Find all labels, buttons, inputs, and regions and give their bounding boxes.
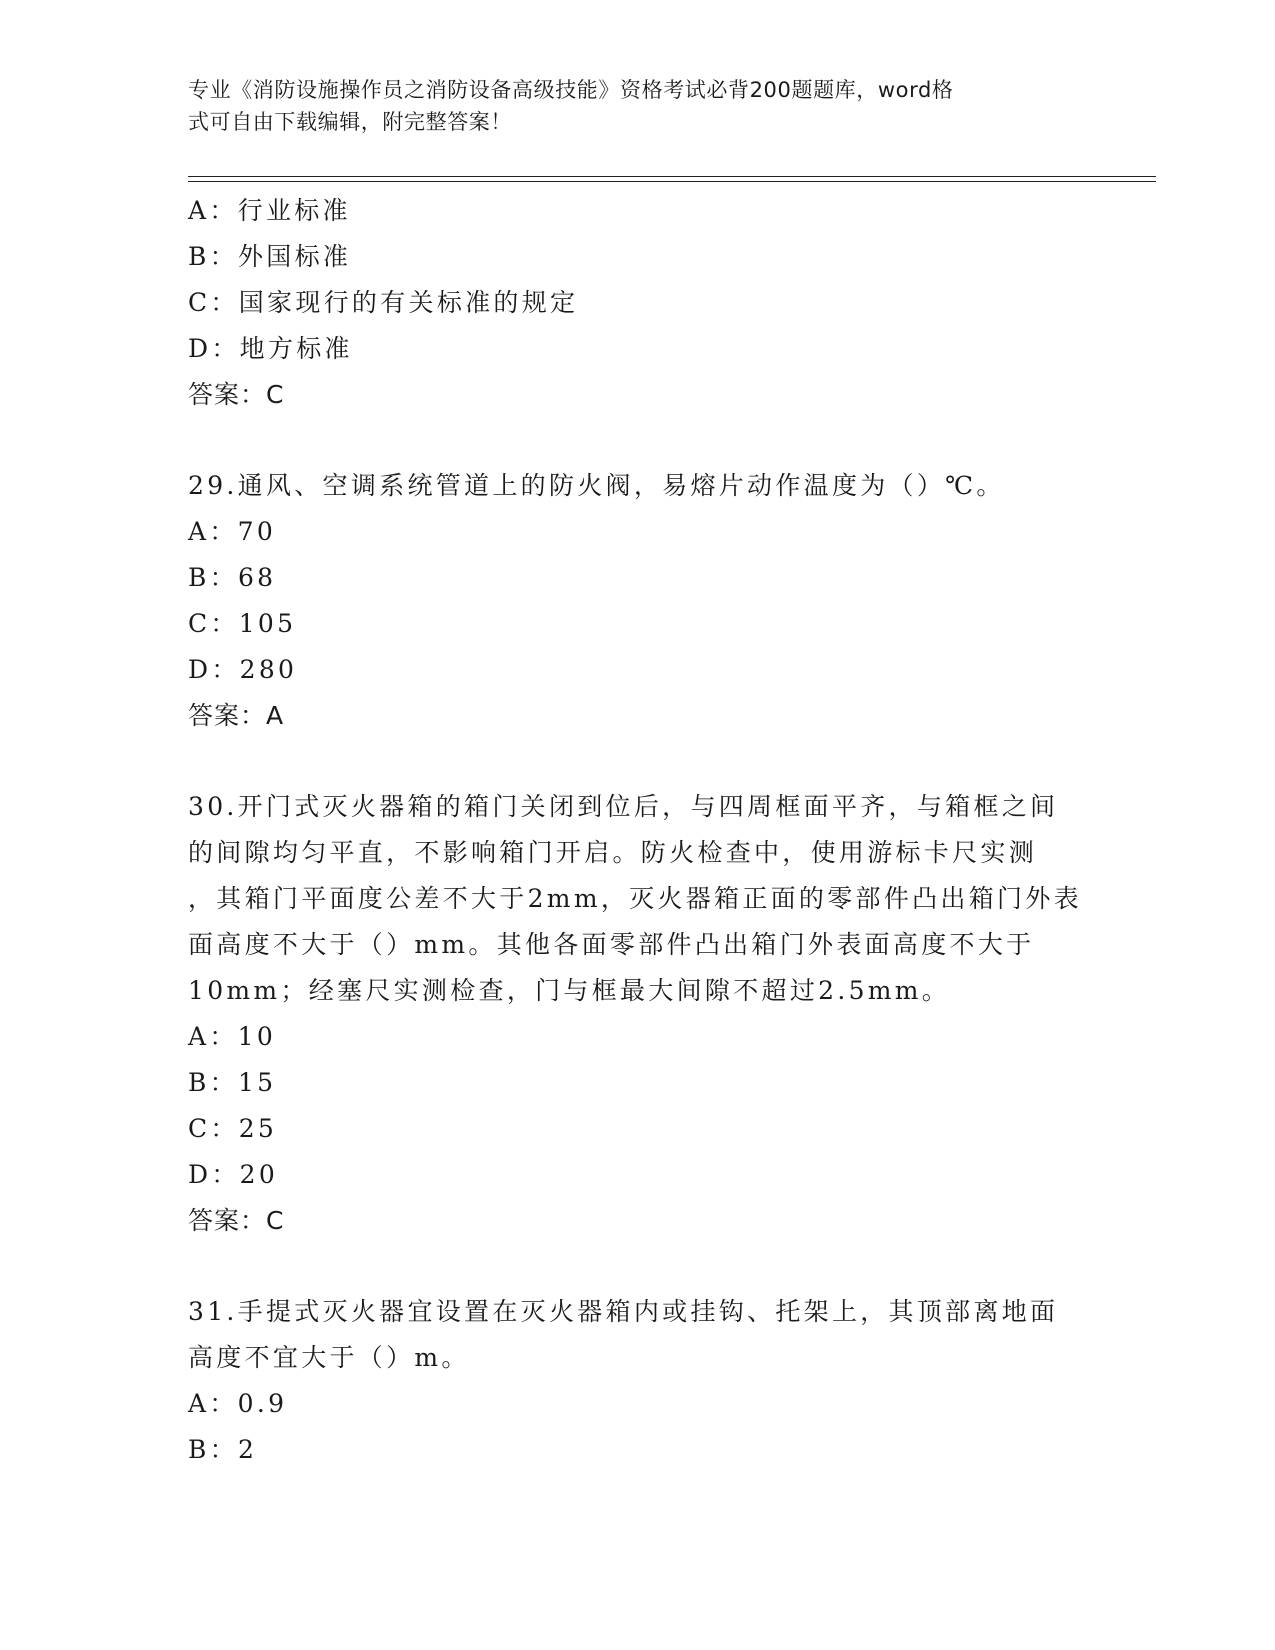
spacer xyxy=(188,1244,1088,1289)
header-line-2: 式可自由下载编辑，附完整答案！ xyxy=(188,110,512,134)
option-d: D：地方标准 xyxy=(188,334,353,363)
answer: 答案：A xyxy=(188,701,285,730)
option-d: D：280 xyxy=(188,655,298,684)
question-31 xyxy=(188,1289,1088,1473)
option-b: B：15 xyxy=(188,1068,277,1097)
option-b: B：2 xyxy=(188,1435,258,1464)
option-c: C：25 xyxy=(188,1114,278,1143)
option-a: A：行业标准 xyxy=(188,196,351,225)
question-stem-line: 30.开门式灭火器箱的箱门关闭到位后，与四周框面平齐，与箱框之间 xyxy=(188,792,1059,821)
option-a: A：70 xyxy=(188,517,277,546)
question-stem: 29.通风、空调系统管道上的防火阀，易熔片动作温度为（）℃。 xyxy=(188,471,1005,500)
spacer xyxy=(188,418,1088,463)
question-stem-line: 面高度不大于（）mm。其他各面零部件凸出箱门外表面高度不大于 xyxy=(188,930,1035,959)
header-divider-bottom xyxy=(188,181,1156,182)
question-30 xyxy=(188,784,1088,1244)
question-stem-line: 31.手提式灭火器宜设置在灭火器箱内或挂钩、托架上，其顶部离地面 xyxy=(188,1297,1059,1326)
document-header xyxy=(188,74,1068,138)
answer: 答案：C xyxy=(188,380,285,409)
question-stem-line: 高度不宜大于（）m。 xyxy=(188,1343,470,1372)
answer: 答案：C xyxy=(188,1206,285,1235)
spacer xyxy=(188,739,1088,784)
option-b: B：68 xyxy=(188,563,277,592)
question-stem-line: ，其箱门平面度公差不大于2mm，灭火器箱正面的零部件凸出箱门外表 xyxy=(188,884,1082,913)
question-stem-line: 10mm；经塞尺实测检查，门与框最大间隙不超过2.5mm。 xyxy=(188,976,951,1005)
option-a: A：10 xyxy=(188,1022,277,1051)
option-b: B：外国标准 xyxy=(188,242,352,271)
question-stem-line: 的间隙均匀平直，不影响箱门开启。防火检查中，使用游标卡尺实测 xyxy=(188,838,1038,867)
question-list xyxy=(188,188,1088,1473)
option-a: A：0.9 xyxy=(188,1389,288,1418)
header-divider-top xyxy=(188,176,1156,177)
option-d: D：20 xyxy=(188,1160,279,1189)
question-29 xyxy=(188,463,1088,739)
option-c: C：国家现行的有关标准的规定 xyxy=(188,288,579,317)
question-28-continued xyxy=(188,188,1088,418)
option-c: C：105 xyxy=(188,609,297,638)
header-line-1: 专业《消防设施操作员之消防设备高级技能》资格考试必背200题题库，word格 xyxy=(188,78,954,102)
